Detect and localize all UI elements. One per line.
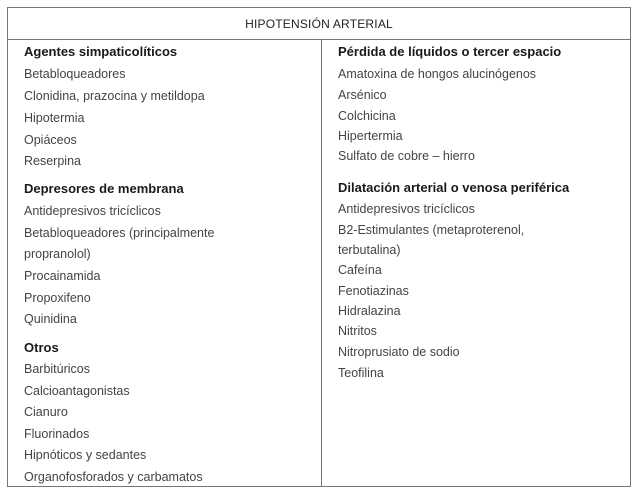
- list-item: Fenotiazinas: [338, 284, 409, 298]
- list-item: Quinidina: [24, 312, 77, 326]
- list-item: terbutalina): [338, 243, 401, 257]
- list-item: Calcioantagonistas: [24, 384, 130, 398]
- list-item: Reserpina: [24, 154, 81, 168]
- list-item: Cianuro: [24, 405, 68, 419]
- group-title-dilatacion: Dilatación arterial o venosa periférica: [338, 180, 570, 195]
- list-item: Barbitúricos: [24, 362, 90, 376]
- list-item: Amatoxina de hongos alucinógenos: [338, 67, 537, 81]
- list-item: Betabloqueadores: [24, 67, 126, 81]
- group-title-otros: Otros: [24, 340, 59, 355]
- group-title-depresores: Depresores de membrana: [24, 181, 184, 196]
- list-item: Betabloqueadores (principalmente: [24, 226, 215, 240]
- list-item: Sulfato de cobre – hierro: [338, 149, 475, 163]
- list-item: Hidralazina: [338, 304, 401, 318]
- list-item: Hipertermia: [338, 129, 403, 143]
- list-item: Clonidina, prazocina y metildopa: [24, 89, 205, 103]
- list-item: Hipotermia: [24, 111, 85, 125]
- list-item: Propoxifeno: [24, 291, 91, 305]
- list-item: Opiáceos: [24, 133, 77, 147]
- list-item: Procainamida: [24, 269, 101, 283]
- table-title: HIPOTENSIÓN ARTERIAL: [8, 8, 630, 40]
- list-item: Colchicina: [338, 109, 396, 123]
- list-item: Fluorinados: [24, 427, 90, 441]
- list-item: Teofilina: [338, 366, 384, 380]
- list-item: Antidepresivos tricíclicos: [24, 204, 161, 218]
- list-item: Nitritos: [338, 324, 377, 338]
- right-column: [338, 39, 618, 486]
- list-item: Arsénico: [338, 88, 387, 102]
- list-item: Hipnóticos y sedantes: [24, 448, 147, 462]
- list-item: Organofosforados y carbamatos: [24, 470, 203, 484]
- list-item: Nitroprusiato de sodio: [338, 345, 460, 359]
- list-item: Antidepresivos tricíclicos: [338, 202, 475, 216]
- group-title-perdida-liquidos: Pérdida de líquidos o tercer espacio: [338, 44, 562, 59]
- column-divider: [321, 39, 322, 486]
- list-item: propranolol): [24, 247, 91, 261]
- group-title-simpaticoliticos: Agentes simpaticolíticos: [24, 44, 178, 59]
- left-column: [24, 39, 314, 486]
- list-item: B2-Estimulantes (metaproterenol,: [338, 223, 525, 237]
- list-item: Cafeína: [338, 263, 382, 277]
- hypotension-table: [7, 7, 631, 487]
